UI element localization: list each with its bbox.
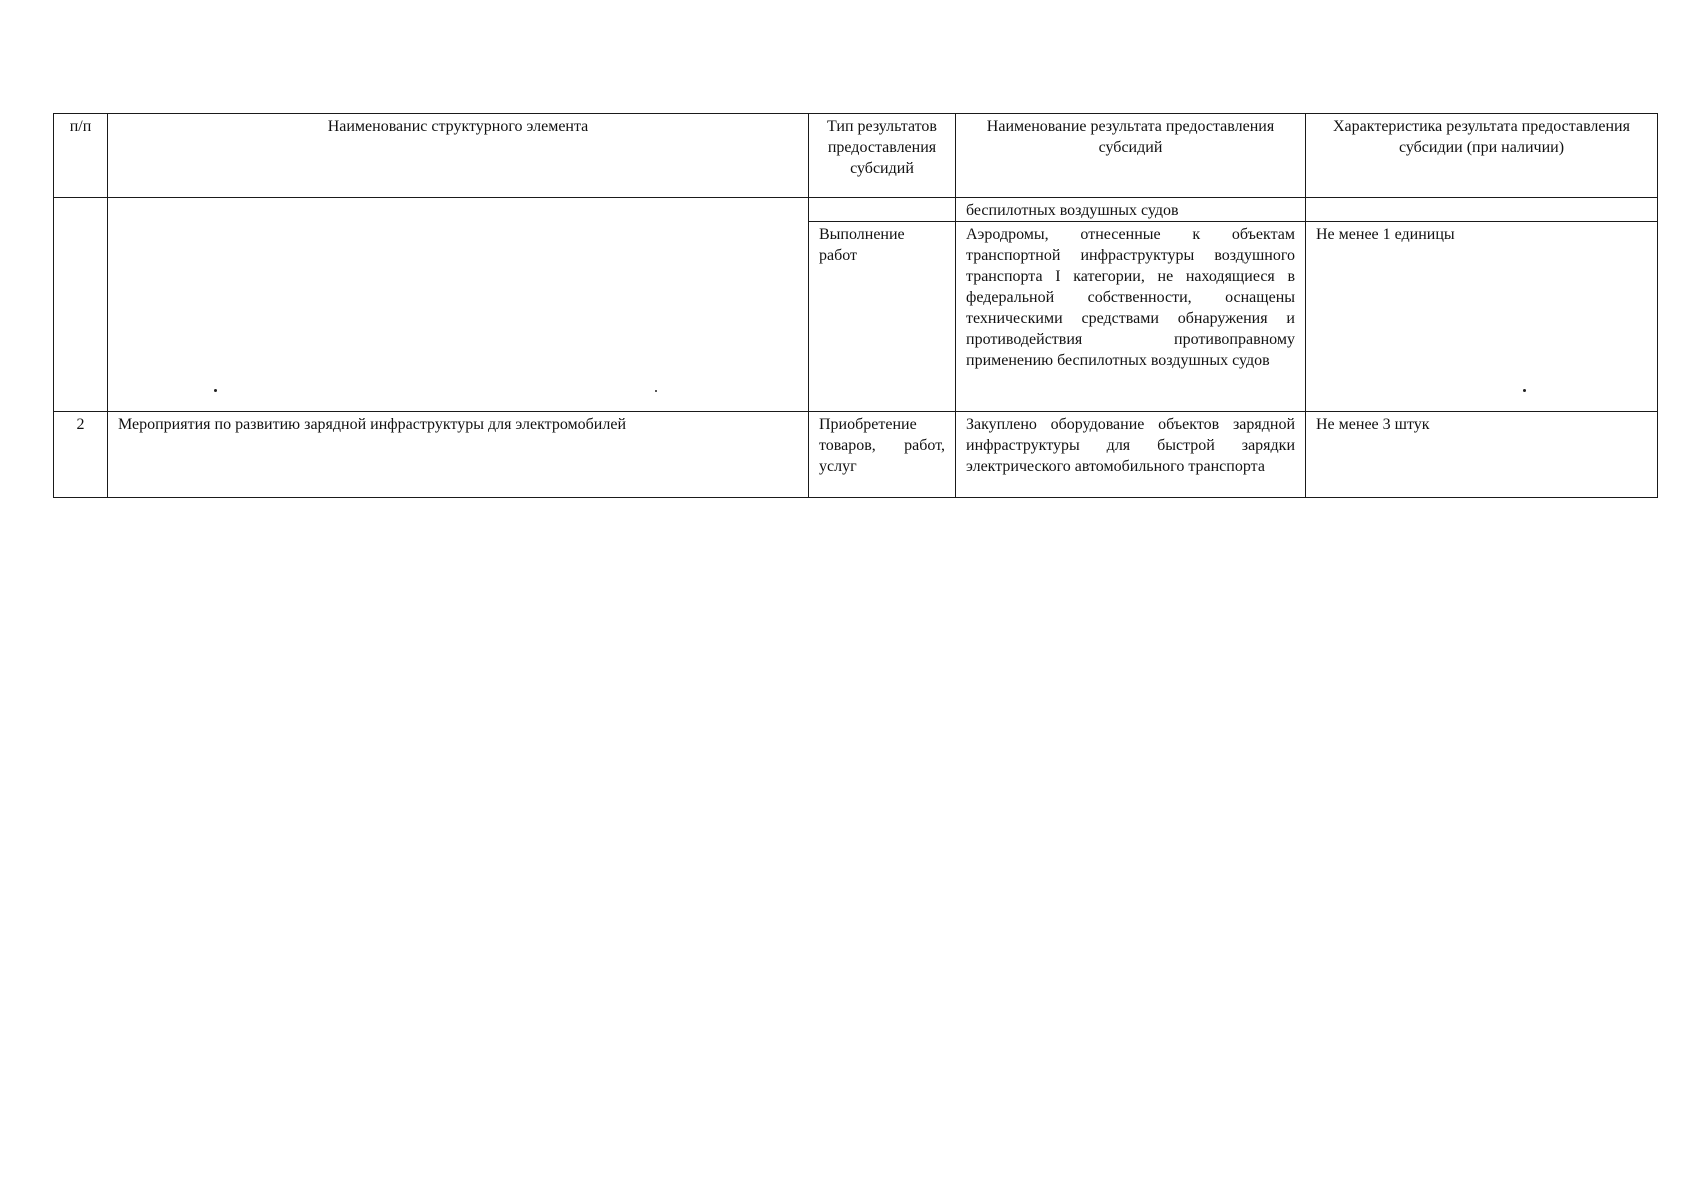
table-row	[54, 222, 1658, 412]
cell-number	[54, 222, 108, 412]
header-number: п/п	[54, 114, 108, 198]
cell-number	[54, 198, 108, 222]
cell-result-characteristic	[1306, 198, 1658, 222]
scan-speck	[655, 390, 657, 392]
cell-result-name: Закуплено оборудование объектов зарядной инфраструктуры для быстрой зарядки электрического автомобильного транспорта	[956, 412, 1306, 498]
header-result-name: Наименование результата предоставления субсидий	[956, 114, 1306, 198]
cell-number: 2	[54, 412, 108, 498]
header-result-type: Тип результатов предоставления субсидий	[809, 114, 956, 198]
table-row	[54, 412, 1658, 498]
scan-speck	[1523, 389, 1526, 392]
header-result-characteristic: Характеристика результата предоставления субсидии (при наличии)	[1306, 114, 1658, 198]
cell-result-name: Аэродромы, отнесенные к объектам транспортной инфраструктуры воздушного транспорта I категории, не находящиеся в федеральной собственности, оснащены техническими средствами обнаружения и противодействия противоправному применению беспилотных воздушных судов	[956, 222, 1306, 412]
cell-result-type: Приобретение товаров, работ, услуг	[809, 412, 956, 498]
subsidy-results-table	[53, 113, 1658, 498]
scan-speck	[214, 389, 217, 392]
cell-structural-element	[108, 222, 809, 412]
cell-result-name: беспилотных воздушных судов	[956, 198, 1306, 222]
cell-structural-element	[108, 198, 809, 222]
cell-result-type	[809, 198, 956, 222]
cell-result-characteristic: Не менее 3 штук	[1306, 412, 1658, 498]
cell-result-characteristic	[1306, 222, 1658, 412]
cell-structural-element: Мероприятия по развитию зарядной инфраструктуры для электромобилей	[108, 412, 809, 498]
header-structural-element: Наименованис структурного элемента	[108, 114, 809, 198]
table-row	[54, 198, 1658, 222]
cell-result-type: Выполнение работ	[809, 222, 956, 412]
table-header-row	[54, 114, 1658, 198]
cell-result-characteristic-text: Не менее 1 единицы	[1316, 226, 1455, 243]
